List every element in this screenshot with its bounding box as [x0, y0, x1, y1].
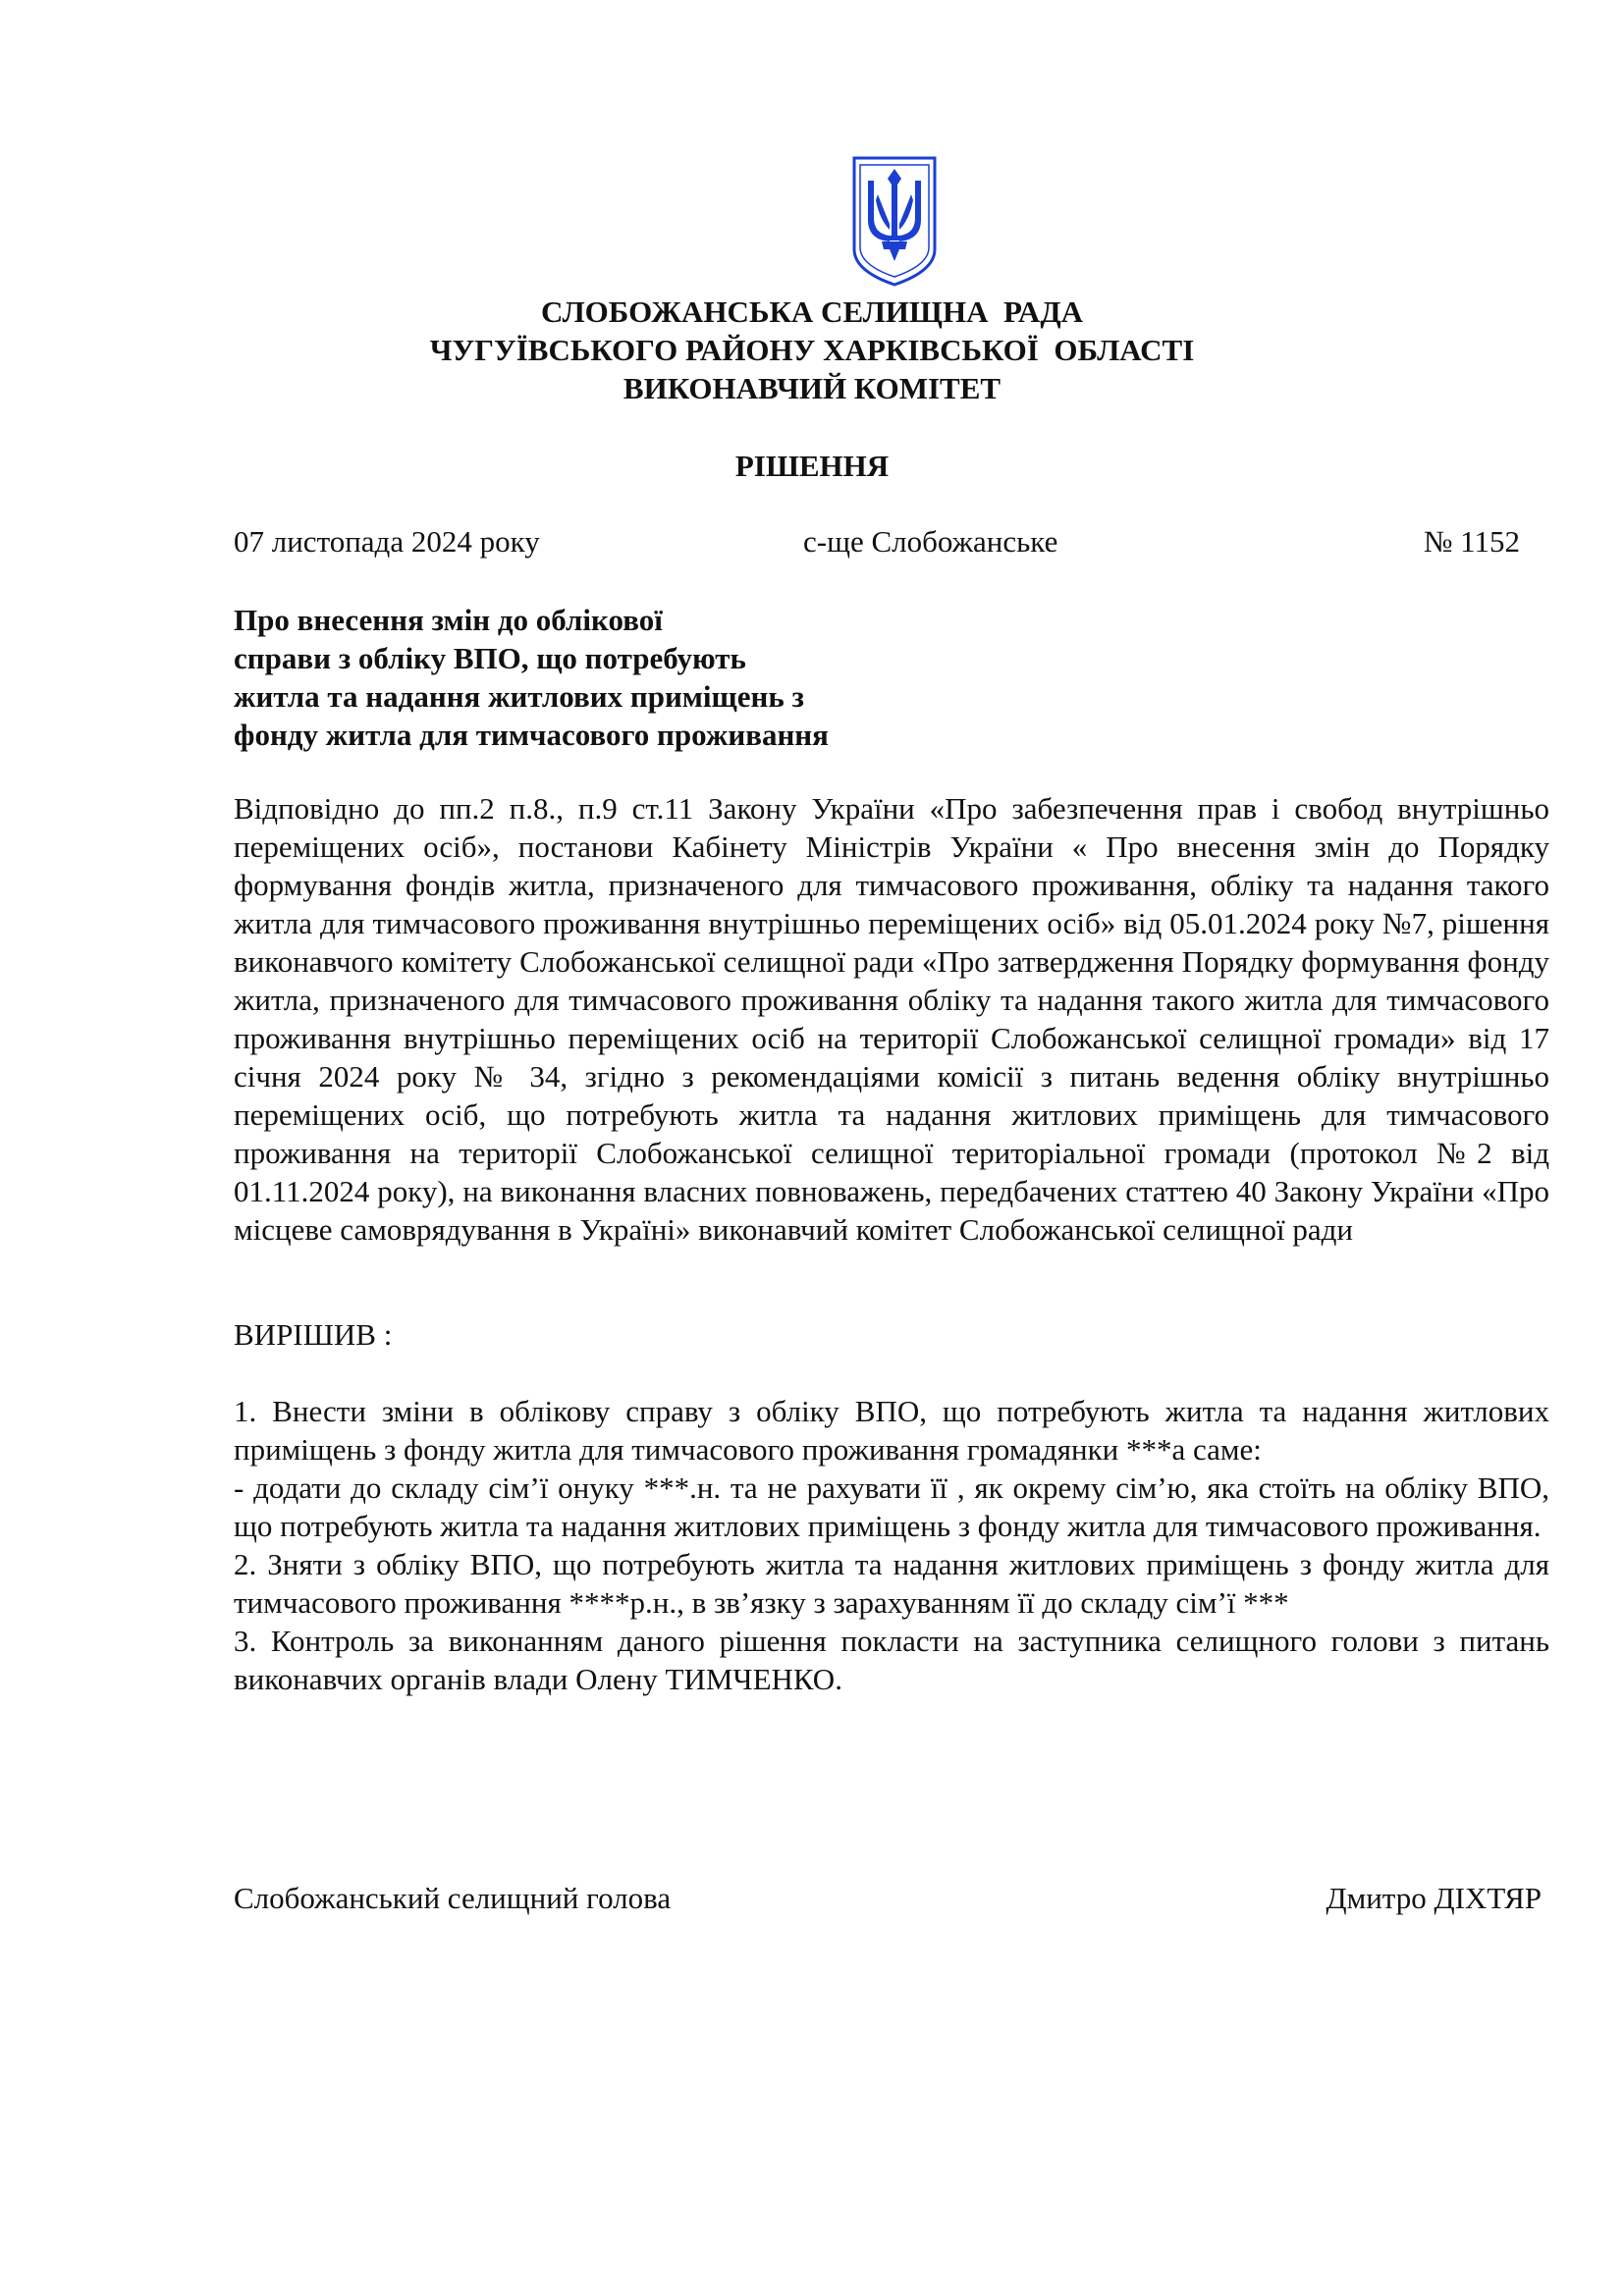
decision-number: № 1152: [1423, 524, 1520, 559]
council-name: СЛОБОЖАНСЬКА СЕЛИЩНА РАДА: [540, 294, 1084, 329]
subject-line-1: Про внесення змін до облікової: [234, 603, 663, 637]
signature-block: [234, 1877, 1542, 1920]
committee-name: ВИКОНАВЧИЙ КОМІТЕТ: [623, 371, 1001, 405]
decision-subject: [234, 601, 941, 754]
decided-heading: ВИРІШИВ :: [234, 1317, 393, 1352]
trident-emblem-svg: [850, 155, 939, 289]
document-title: РІШЕННЯ: [734, 449, 890, 483]
issuer-header: [0, 293, 1624, 407]
decision-date: 07 листопада 2024 року: [234, 524, 540, 559]
subject-line-2: справи з обліку ВПО, що потребують: [234, 641, 746, 675]
date-place-number-line: [234, 520, 1520, 563]
preamble-paragraph: Відповідно до пп.2 п.8., п.9 ст.11 Закону України «Про забезпечення прав і свобод внутрішньо переміщених осіб», постанови Кабінету Міністрів України « Про внесення змін до Порядку формування фондів житла, призначеного для тимчасового проживання, обліку та надання такого житла для тимчасового проживання внутрішньо переміщених осіб» від 05.01.2024 року №7, рішення виконавчого комітету Слобожанської селищної ради «Про затвердження Порядку формування фонду житла, призначеного для тимчасового проживання обліку та надання такого житла для тимчасового проживання внутрішньо переміщених осіб на території Слобожанської селищної громади» від 17 січня 2024 року № 34, згідно з рекомендаціями комісії з питань ведення обліку внутрішньо переміщених осіб, що потребують житла та надання житлових приміщень для тимчасового проживання на території Слобожанської селищної територіальної громади (протокол №2 від 01.11.2024 року), на виконання власних повноважень, передбачених статтею 40 Закону України «Про місцеве самоврядування в Україні» виконавчий комітет Слобожанської селищної ради: [234, 791, 1549, 1247]
signatory-position: Слобожанський селищний голова: [234, 1881, 672, 1915]
decision-item-3: 3. Контроль за виконанням даного рішення покласти на заступника селищного голови з питань виконавчих органів влади Олену ТИМЧЕНКО.: [234, 1624, 1549, 1696]
signatory-name: Дмитро ДІХТЯР: [1326, 1881, 1542, 1915]
subject-line-3: житла та надання житлових приміщень з: [234, 679, 804, 714]
decision-item-2: 2. Зняти з обліку ВПО, що потребують житла та надання житлових приміщень з фонду житла для тимчасового проживання ****р.н., в зв’язку з зарахуванням її до складу сім’ї ***: [234, 1547, 1549, 1620]
decision-item-1: 1. Внести зміни в облікову справу з обліку ВПО, що потребують житла та надання житлових приміщень з фонду житла для тимчасового проживання громадянки ***а саме:: [234, 1394, 1549, 1467]
decision-place: с-ще Слобожанське: [803, 524, 1058, 559]
subject-line-4: фонду житла для тимчасового проживання: [234, 718, 829, 752]
decision-items: [234, 1392, 1549, 1698]
decision-item-1-subpoint: - додати до складу сім’ї онуку ***.н. та не рахувати її , як окрему сім’ю, яка стоїть на обліку ВПО, що потребують житла та надання житлових приміщень з фонду житла для тимчасового проживання.: [234, 1470, 1549, 1543]
district-name: ЧУГУЇВСЬКОГО РАЙОНУ ХАРКІВСЬКОЇ ОБЛАСТІ: [429, 333, 1195, 367]
trident-coat-of-arms-icon: [850, 155, 939, 289]
